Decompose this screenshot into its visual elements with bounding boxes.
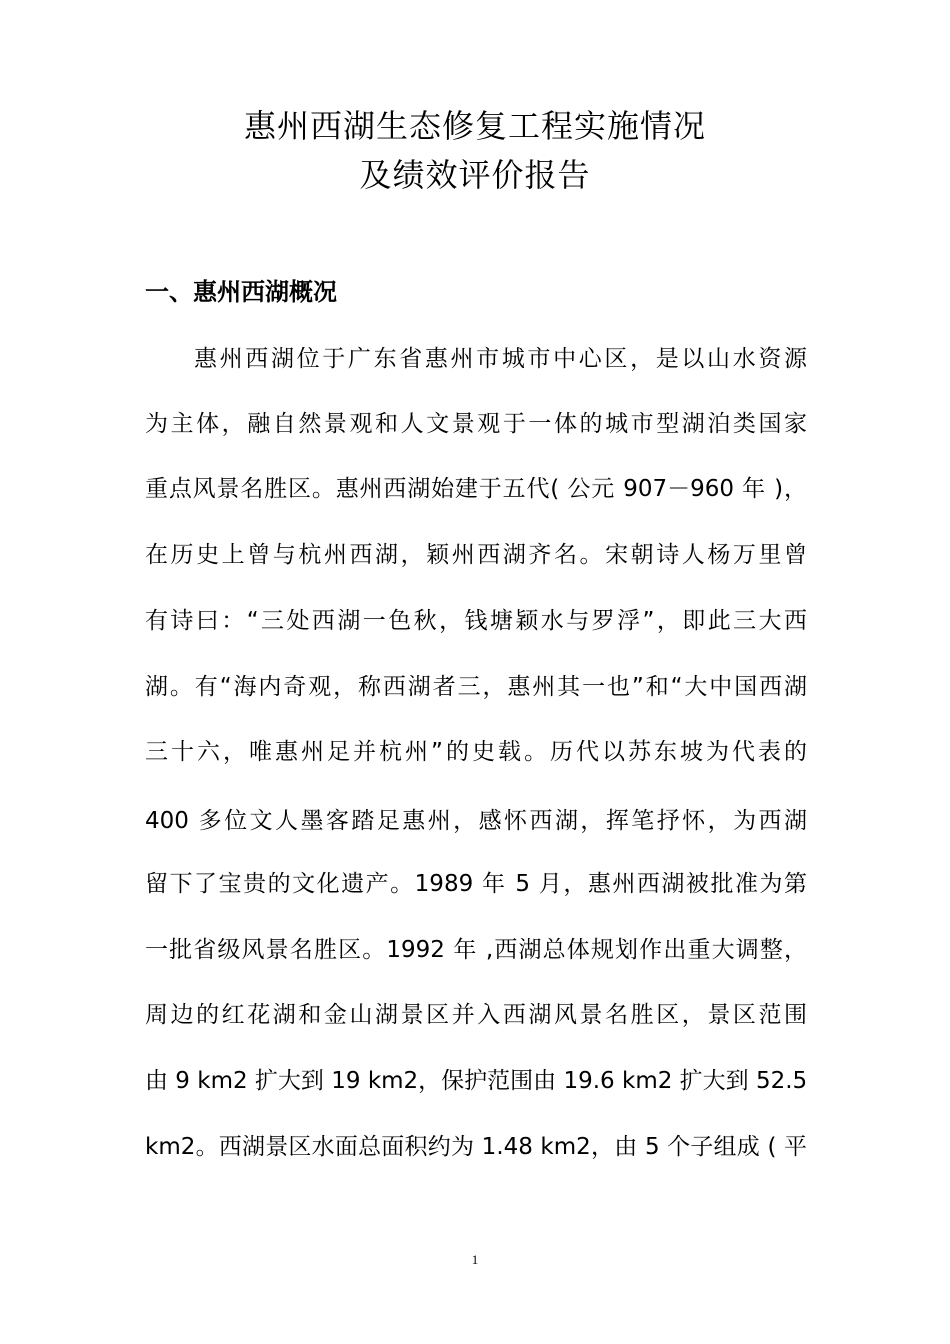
document-title-line-2: 及绩效评价报告 — [359, 156, 591, 194]
section-heading: 一、惠州西湖概况 — [145, 278, 337, 306]
paragraph-line: 周边的红花湖和金山湖景区并入西湖风景名胜区，景区范围 — [145, 1002, 807, 1028]
paragraph-line: 为主体，融自然景观和人文景观于一体的城市型湖泊类国家 — [145, 411, 807, 437]
paragraph-line: km2。西湖景区水面总面积约为 1.48 km2，由 5 个子组成 ( 平 — [145, 1134, 807, 1160]
paragraph-line: 留下了宝贵的文化遗产。1989 年 5 月，惠州西湖被批准为第 — [145, 871, 807, 897]
paragraph-line: 湖。有“海内奇观，称西湖者三，惠州其一也”和“大中国西湖 — [145, 674, 807, 700]
page-number: 1 — [471, 1252, 479, 1267]
document-title-line-1: 惠州西湖生态修复工程实施情况 — [243, 107, 706, 145]
paragraph-line: 惠州西湖位于广东省惠州市城市中心区，是以山水资源 — [194, 346, 807, 372]
paragraph-line: 三十六，唯惠州足并杭州”的史载。历代以苏东坡为代表的 — [145, 739, 807, 765]
paragraph-line: 重点风景名胜区。惠州西湖始建于五代( 公元 907－960 年 )， — [145, 476, 807, 502]
paragraph-line: 400 多位文人墨客踏足惠州，感怀西湖，挥笔抒怀，为西湖 — [145, 808, 807, 834]
paragraph-line: 一批省级风景名胜区。1992 年 ,西湖总体规划作出重大调整， — [145, 937, 807, 963]
paragraph-line: 由 9 km2 扩大到 19 km2，保护范围由 19.6 km2 扩大到 52.5 — [145, 1068, 808, 1094]
paragraph-line: 在历史上曾与杭州西湖，颖州西湖齐名。宋朝诗人杨万里曾 — [145, 542, 807, 568]
paragraph-line: 有诗曰：“三处西湖一色秋，钱塘颖水与罗浮”，即此三大西 — [145, 608, 807, 634]
